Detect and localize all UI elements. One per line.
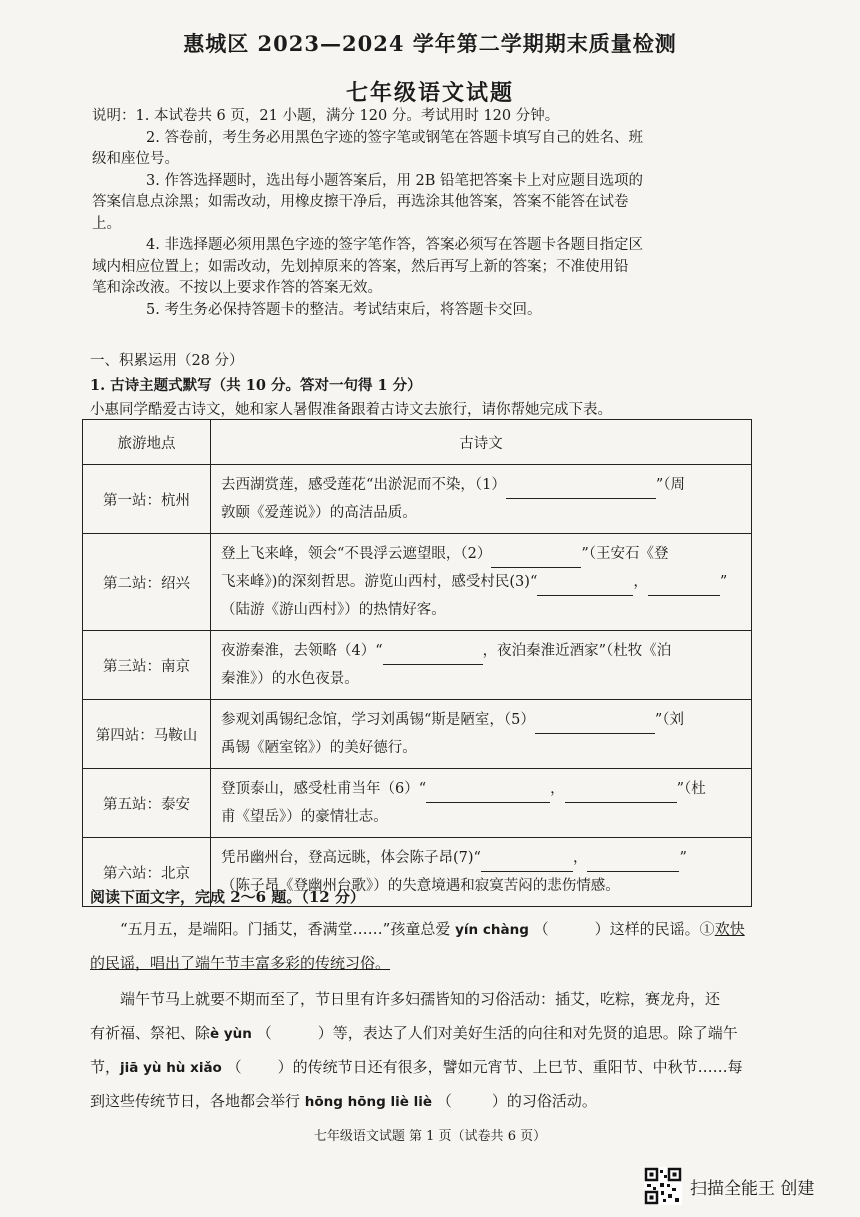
paragraph-text: （ <box>256 1024 272 1042</box>
instruction-line: 5. 考生务必保持答题卡的整洁。考试结束后，将答题卡交回。 <box>146 301 542 318</box>
paragraph-text: ）的传统节日还有很多，譬如元宵节、上巳节、重阳节、中秋节……每 <box>277 1058 743 1076</box>
poem-cell <box>211 465 752 534</box>
column-header-location: 旅游地点 <box>83 420 211 465</box>
instruction-line: 说明：1. 本试卷共 6 页，21 小题，满分 120 分。考试用时 120 分钟。 <box>92 108 560 124</box>
reading-title: 阅读下面文字，完成 2～6 题。（12 分） <box>90 888 365 906</box>
instruction-line: 级和座位号。 <box>92 151 179 167</box>
answer-blank[interactable] <box>426 782 550 803</box>
poem-cell <box>211 769 752 838</box>
question-title: 1. 古诗主题式默写（共 10 分。答对一句得 1 分） <box>90 377 422 394</box>
poem-text: 参观刘禹锡纪念馆，学习刘禹锡“斯是陋室，（5） <box>221 712 535 728</box>
poem-text: ”（杜 <box>676 781 706 797</box>
reading-paragraph <box>90 988 790 1124</box>
poem-text: ， <box>572 850 588 866</box>
paragraph-text: 到这些传统节日，各地都会举行 <box>90 1092 301 1110</box>
poem-text: ， <box>633 574 648 590</box>
poem-text: 登上飞来峰，领会“不畏浮云遮望眼，（2） <box>221 546 492 562</box>
table-row <box>83 631 752 700</box>
answer-blank[interactable] <box>648 575 720 596</box>
answer-blank[interactable] <box>481 851 573 872</box>
poem-text: ”（王安石《登 <box>581 546 669 562</box>
pinyin-text: yín chàng <box>455 922 529 938</box>
table-row <box>83 534 752 631</box>
poem-text: ” <box>719 574 728 590</box>
table-row <box>83 769 752 838</box>
watermark-text: 扫描全能王 创建 <box>690 1178 815 1199</box>
location-cell: 第四站：马鞍山 <box>83 700 211 769</box>
instruction-line: 答案信息点涂黑；如需改动，用橡皮擦干净后，再选涂其他答案，答案不能答在试卷 <box>92 194 629 210</box>
column-header-poem: 古诗文 <box>211 420 752 465</box>
paragraph-text: ）等，表达了人们对美好生活的向往和对先贤的追思。除了端午 <box>317 1024 738 1042</box>
scanner-watermark <box>644 1167 814 1205</box>
paragraph-text: ）的习俗活动。 <box>491 1092 597 1110</box>
answer-blank[interactable] <box>565 782 677 803</box>
paragraph-text: ）这样的民谣。① <box>594 920 715 938</box>
location-cell: 第三站：南京 <box>83 631 211 700</box>
paragraph-text: （ <box>226 1058 242 1076</box>
poem-text: （陆游《游山西村》）的热情好客。 <box>221 602 446 618</box>
instruction-line: 上。 <box>92 215 121 232</box>
question-intro: 小惠同学酷爱古诗文，她和家人暑假准备跟着古诗文去旅行，请你帮她完成下表。 <box>90 402 612 418</box>
table-row <box>83 700 752 769</box>
location-cell: 第五站：泰安 <box>83 769 211 838</box>
poem-text: ， <box>550 781 565 797</box>
instruction-line: 3. 作答选择题时，选出每小题答案后，用 2B 铅笔把答案卡上对应题目选项的 <box>146 172 644 189</box>
poem-text: 敦颐《爱莲说》）的高洁品质。 <box>221 505 417 521</box>
location-cell: 第一站：杭州 <box>83 465 211 534</box>
instructions <box>92 106 792 321</box>
pinyin-text: è yùn <box>210 1026 252 1042</box>
pinyin-text: hōng hōng liè liè <box>304 1094 433 1110</box>
paragraph-text: 有祈福、祭祀、除 <box>90 1024 211 1042</box>
poem-text: ”（刘 <box>654 712 685 728</box>
reading-paragraph <box>90 918 790 986</box>
answer-blank[interactable] <box>587 851 679 872</box>
pinyin-text: jiā yù hù xiǎo <box>120 1060 222 1076</box>
poem-text: ” <box>679 850 687 866</box>
underlined-text: 欢快 <box>714 920 745 938</box>
exam-subtitle: 七年级语文试题 <box>345 80 514 106</box>
answer-blank[interactable] <box>535 713 655 734</box>
poem-cell <box>211 631 752 700</box>
poem-cell <box>211 534 752 631</box>
instruction-line: 2. 答卷前，考生务必用黑色字迹的签字笔或钢笔在答题卡填写自己的姓名、班 <box>146 129 643 146</box>
paragraph-text: “五月五，是端阳。门插艾，香满堂……”孩童总爱 <box>120 920 451 938</box>
answer-blank[interactable] <box>383 644 483 665</box>
poem-text: 去西湖赏莲，感受莲花“出淤泥而不染，（1） <box>221 477 506 493</box>
instruction-line: 笔和涂改液。不按以上要求作答的答案无效。 <box>92 280 382 296</box>
page-footer: 七年级语文试题 第 1 页（试卷共 6 页） <box>313 1129 547 1144</box>
poem-cell <box>211 700 752 769</box>
poem-text: 甫《望岳》）的豪情壮志。 <box>221 809 388 825</box>
paragraph-text: （ <box>533 920 549 938</box>
table-row <box>83 465 752 534</box>
answer-blank[interactable] <box>506 478 656 499</box>
poem-text: ，夜泊秦淮近酒家”（杜牧《泊 <box>482 643 672 659</box>
paragraph-text: （ <box>436 1092 452 1110</box>
poem-text: 凭吊幽州台，登高远眺，体会陈子昂(7)“ <box>221 850 481 866</box>
poem-text: 禹锡《陋室铭》）的美好德行。 <box>221 740 417 756</box>
underlined-text: 的民谣，唱出了端午节丰富多彩的传统习俗。 <box>90 954 391 972</box>
qr-code-icon <box>644 1167 682 1205</box>
location-cell: 第二站：绍兴 <box>83 534 211 631</box>
poem-text: ”（周 <box>655 477 686 493</box>
paragraph-text: 端午节马上就要不期而至了，节日里有许多妇孺皆知的习俗活动：插艾，吃粽，赛龙舟，还 <box>120 990 721 1008</box>
poem-text: 秦淮》）的水色夜景。 <box>221 671 359 687</box>
answer-blank[interactable] <box>491 547 581 568</box>
paragraph-text: 节， <box>90 1058 121 1076</box>
exam-title: 惠城区 2023—2024 学年第二学期期末质量检测 <box>183 31 677 56</box>
poem-text: （陈子昂《登幽州台歌》）的失意境遇和寂寞苦闷的悲伤情感。 <box>221 878 620 894</box>
poem-text: 夜游秦淮，去领略（4）“ <box>221 643 383 659</box>
answer-blank[interactable] <box>537 575 633 596</box>
instruction-line: 域内相应位置上；如需改动，先划掉原来的答案，然后再写上新的答案；不准使用铅 <box>92 258 629 275</box>
poem-table <box>82 419 752 907</box>
instruction-line: 4. 非选择题必须用黑色字迹的签字笔作答，答案必须写在答题卡各题目指定区 <box>146 237 643 253</box>
location-cell: 第六站：北京 <box>83 838 211 907</box>
table-header-row <box>83 420 752 465</box>
poem-text: 飞来峰》)的深刻哲思。游览山西村，感受村民(3)“ <box>221 574 538 590</box>
poem-text: 登顶泰山，感受杜甫当年（6）“ <box>221 781 427 797</box>
section-title: 一、积累运用（28 分） <box>90 353 244 369</box>
